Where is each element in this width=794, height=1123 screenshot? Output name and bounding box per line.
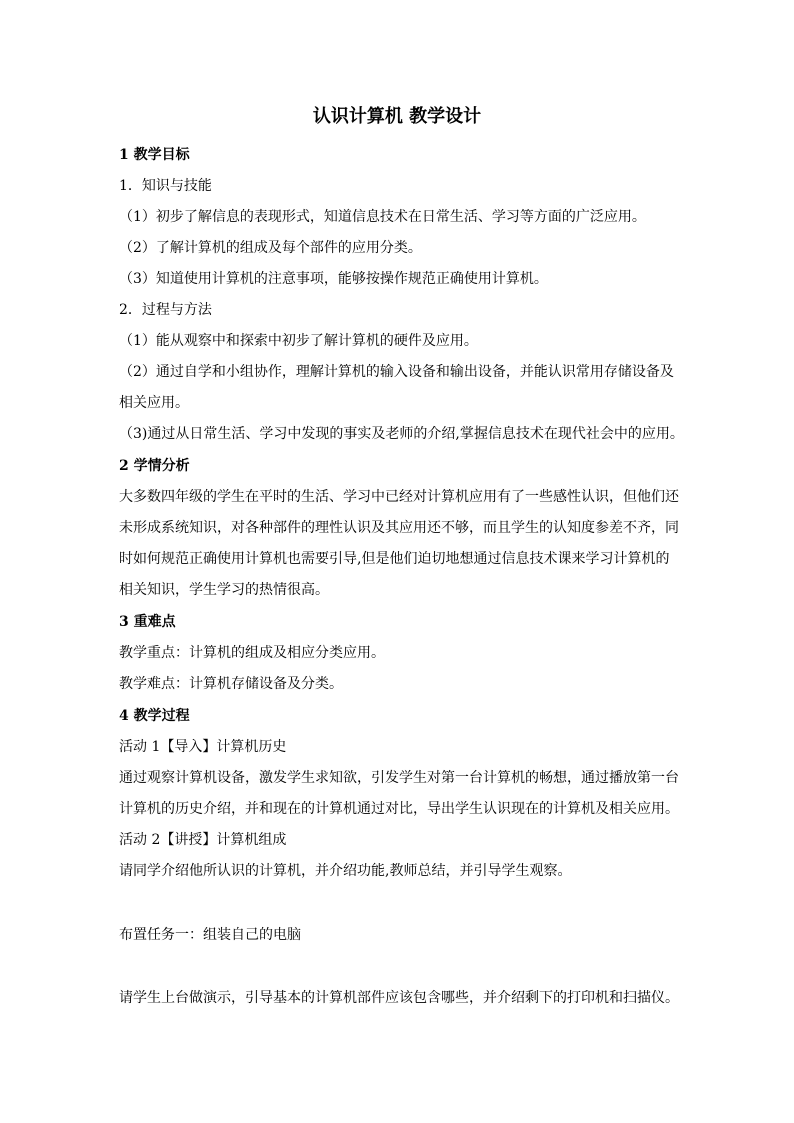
paragraph-line: 时如何规范正确使用计算机也需要引导,但是他们迫切地想通过信息技术课来学习计算机的 xyxy=(119,551,670,567)
paragraph-line: 教学难点：计算机存储设备及分类。 xyxy=(119,676,343,692)
paragraph-line: 相关知识，学生学习的热情很高。 xyxy=(119,582,329,598)
section-heading-key-points: 3 重难点 xyxy=(119,614,176,630)
subheading-process-methods: 2．过程与方法 xyxy=(119,302,212,318)
paragraph-line: 大多数四年级的学生在平时的生活、学习中已经对计算机应用有了一些感性认识，但他们还 xyxy=(119,489,679,505)
section-heading-objectives: 1 教学目标 xyxy=(119,147,190,163)
paragraph-line: 请学生上台做演示，引导基本的计算机部件应该包含哪些，并介绍剩下的打印机和扫描仪。 xyxy=(119,990,679,1006)
paragraph-line: 请同学介绍他所认识的计算机，并介绍功能,教师总结，并引导学生观察。 xyxy=(119,863,572,879)
section-heading-teaching-process: 4 教学过程 xyxy=(119,708,190,724)
paragraph-line: 通过观察计算机设备，激发学生求知欲，引发学生对第一台计算机的畅想，通过播放第一台 xyxy=(119,770,679,786)
paragraph-line: （2）通过自学和小组协作，理解计算机的输入设备和输出设备，并能认识常用存储设备及 xyxy=(119,364,674,380)
document-title: 认识计算机 教学设计 xyxy=(312,106,482,127)
paragraph-line: （3）知道使用计算机的注意事项，能够按操作规范正确使用计算机。 xyxy=(119,271,548,287)
paragraph-line: 计算机的历史介绍，并和现在的计算机通过对比，导出学生认识现在的计算机及相关应用。 xyxy=(119,801,679,817)
activity-heading: 活动 2【讲授】计算机组成 xyxy=(119,832,287,848)
subheading-knowledge-skills: 1．知识与技能 xyxy=(119,178,212,194)
section-heading-learner-analysis: 2 学情分析 xyxy=(119,458,190,474)
paragraph-line: （3)通过从日常生活、学习中发现的事实及老师的介绍,掌握信息技术在现代社会中的应用。 xyxy=(119,426,684,442)
paragraph-line: （1）能从观察中和探索中初步了解计算机的硬件及应用。 xyxy=(119,333,478,349)
paragraph-line: 相关应用。 xyxy=(119,395,189,411)
paragraph-line: 未形成系统知识，对各种部件的理性认识及其应用还不够，而且学生的认知度参差不齐，同 xyxy=(119,520,679,536)
task-line: 布置任务一：组装自己的电脑 xyxy=(119,927,301,943)
paragraph-line: （2）了解计算机的组成及每个部件的应用分类。 xyxy=(119,240,422,256)
paragraph-line: （1）初步了解信息的表现形式，知道信息技术在日常生活、学习等方面的广泛应用。 xyxy=(119,209,646,225)
paragraph-line: 教学重点：计算机的组成及相应分类应用。 xyxy=(119,645,385,661)
activity-heading: 活动 1【导入】计算机历史 xyxy=(119,739,287,755)
